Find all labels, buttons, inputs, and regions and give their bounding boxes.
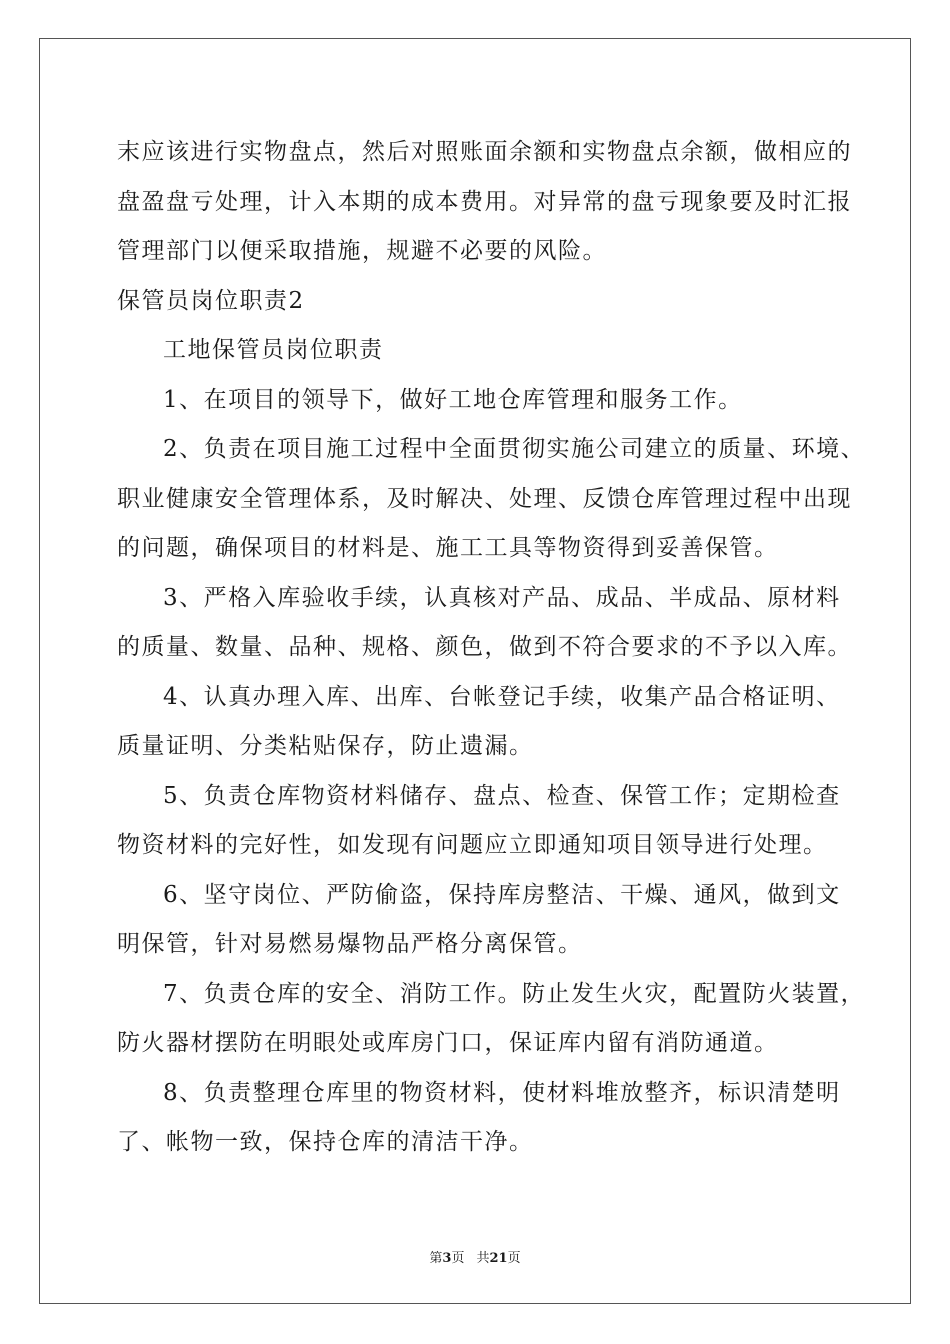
text-line: 5、负责仓库物资材料储存、盘点、检查、保管工作；定期检查 <box>163 782 841 809</box>
document-body <box>117 128 866 1168</box>
text-line: 质量证明、分类粘贴保存，防止遗漏。 <box>117 733 534 759</box>
text-line: 6、坚守岗位、严防偷盗，保持库房整洁、干燥、通风，做到文 <box>163 881 841 908</box>
footer-page-number: 3 <box>442 1251 452 1266</box>
text-line: 防火器材摆防在明眼处或库房门口，保证库内留有消防通道。 <box>117 1030 779 1056</box>
text-line: 7、负责仓库的安全、消防工作。防止发生火灾，配置防火装置， <box>163 980 866 1007</box>
text-line: 3、严格入库验收手续，认真核对产品、成品、半成品、原材料 <box>163 584 841 611</box>
text-line: 物资材料的完好性，如发现有问题应立即通知项目领导进行处理。 <box>117 832 828 858</box>
footer-total-prefix: 共 <box>476 1251 490 1266</box>
text-line: 8、负责整理仓库里的物资材料，使材料堆放整齐，标识清楚明 <box>163 1079 841 1106</box>
text-line: 2、负责在项目施工过程中全面贯彻实施公司建立的质量、环境、 <box>163 436 866 462</box>
text-line: 明保管，针对易燃易爆物品严格分离保管。 <box>117 931 583 957</box>
text-line: 盘盈盘亏处理，计入本期的成本费用。对异常的盘亏现象要及时汇报 <box>117 188 852 215</box>
footer-total-pages: 21 <box>489 1251 508 1266</box>
text-line: 职业健康安全管理体系，及时解决、处理、反馈仓库管理过程中出现 <box>117 485 852 512</box>
page-footer <box>0 1247 950 1266</box>
text-line: 管理部门以便采取措施，规避不必要的风险。 <box>117 238 607 264</box>
text-line: 工地保管员岗位职责 <box>163 337 384 363</box>
text-line: 1、在项目的领导下，做好工地仓库管理和服务工作。 <box>163 386 743 413</box>
text-line: 4、认真办理入库、出库、台帐登记手续，收集产品合格证明、 <box>163 683 841 710</box>
footer-page-suffix: 页 <box>451 1251 465 1266</box>
footer-page-prefix: 第 <box>429 1251 443 1266</box>
text-line: 保管员岗位职责2 <box>117 287 305 314</box>
text-line: 的质量、数量、品种、规格、颜色，做到不符合要求的不予以入库。 <box>117 634 852 660</box>
text-line: 的问题，确保项目的材料是、施工工具等物资得到妥善保管。 <box>117 535 779 561</box>
footer-total-suffix: 页 <box>507 1251 521 1266</box>
text-line: 了、帐物一致，保持仓库的清洁干净。 <box>117 1129 534 1155</box>
text-line: 末应该进行实物盘点，然后对照账面余额和实物盘点余额，做相应的 <box>117 139 852 165</box>
